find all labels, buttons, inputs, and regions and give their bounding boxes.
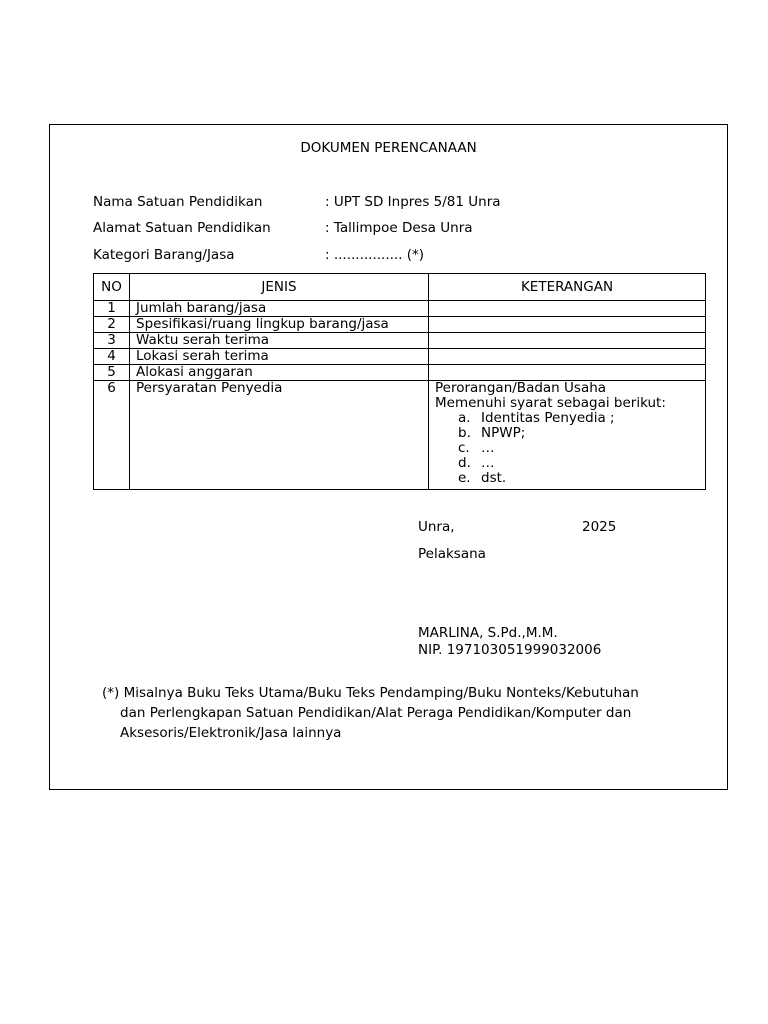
row-keterangan (429, 365, 706, 381)
document-title: DOKUMEN PERENCANAAN (300, 140, 477, 156)
row-keterangan (429, 317, 706, 333)
table-row (94, 301, 706, 317)
requirements-list (435, 411, 705, 486)
row-keterangan (429, 349, 706, 365)
list-text: NPWP; (481, 425, 526, 441)
table-row (94, 333, 706, 349)
row-jenis: Lokasi serah terima (130, 349, 429, 365)
list-text: … (481, 455, 495, 471)
list-item (435, 471, 705, 486)
list-marker: d. (458, 455, 471, 471)
header-keterangan: KETERANGAN (429, 274, 706, 301)
footnote-line: Aksesoris/Elektronik/Jasa lainnya (120, 725, 342, 741)
table-header-row (94, 274, 706, 301)
row-keterangan (429, 333, 706, 349)
signature-name: MARLINA, S.Pd.,M.M. (418, 625, 558, 641)
row-no: 4 (94, 349, 130, 365)
table-row (94, 381, 706, 490)
row-no: 2 (94, 317, 130, 333)
list-text: Identitas Penyedia ; (481, 410, 615, 426)
row-keterangan (429, 381, 706, 490)
info-value: : UPT SD Inpres 5/81 Unra (325, 194, 501, 210)
header-no: NO (94, 274, 130, 301)
info-value: : ................ (*) (325, 247, 425, 263)
list-text: … (481, 440, 495, 456)
row-keterangan (429, 301, 706, 317)
row-jenis: Alokasi anggaran (130, 365, 429, 381)
signature-nip: NIP. 197103051999032006 (418, 642, 602, 658)
header-jenis: JENIS (130, 274, 429, 301)
row-no: 6 (94, 381, 130, 490)
list-item (435, 411, 705, 426)
list-marker: e. (458, 470, 471, 486)
info-value: : Tallimpoe Desa Unra (325, 220, 473, 236)
table-row (94, 365, 706, 381)
footnote-line: (*) Misalnya Buku Teks Utama/Buku Teks Pendamping/Buku Nonteks/Kebutuhan (102, 685, 639, 701)
row-jenis: Spesifikasi/ruang lingkup barang/jasa (130, 317, 429, 333)
keterangan-line: Memenuhi syarat sebagai berikut: (435, 395, 666, 411)
row-no: 1 (94, 301, 130, 317)
list-marker: c. (458, 440, 470, 456)
document-page (49, 124, 728, 790)
list-text: dst. (481, 470, 507, 486)
row-no: 5 (94, 365, 130, 381)
row-jenis: Jumlah barang/jasa (130, 301, 429, 317)
planning-table (93, 273, 706, 490)
list-item (435, 456, 705, 471)
keterangan-line: Perorangan/Badan Usaha (435, 380, 607, 396)
info-label: Alamat Satuan Pendidikan (93, 220, 271, 236)
row-jenis: Waktu serah terima (130, 333, 429, 349)
table-row (94, 349, 706, 365)
footnote (102, 683, 702, 743)
signature-year: 2025 (582, 519, 617, 535)
table-row (94, 317, 706, 333)
signature-place: Unra, (418, 519, 455, 535)
list-item (435, 441, 705, 456)
info-label: Kategori Barang/Jasa (93, 247, 235, 263)
signature-role: Pelaksana (418, 546, 486, 562)
row-no: 3 (94, 333, 130, 349)
list-item (435, 426, 705, 441)
info-label: Nama Satuan Pendidikan (93, 194, 263, 210)
list-marker: a. (458, 410, 471, 426)
row-jenis: Persyaratan Penyedia (130, 381, 429, 490)
footnote-line: dan Perlengkapan Satuan Pendidikan/Alat Peraga Pendidikan/Komputer dan (120, 705, 632, 721)
list-marker: b. (458, 425, 471, 441)
